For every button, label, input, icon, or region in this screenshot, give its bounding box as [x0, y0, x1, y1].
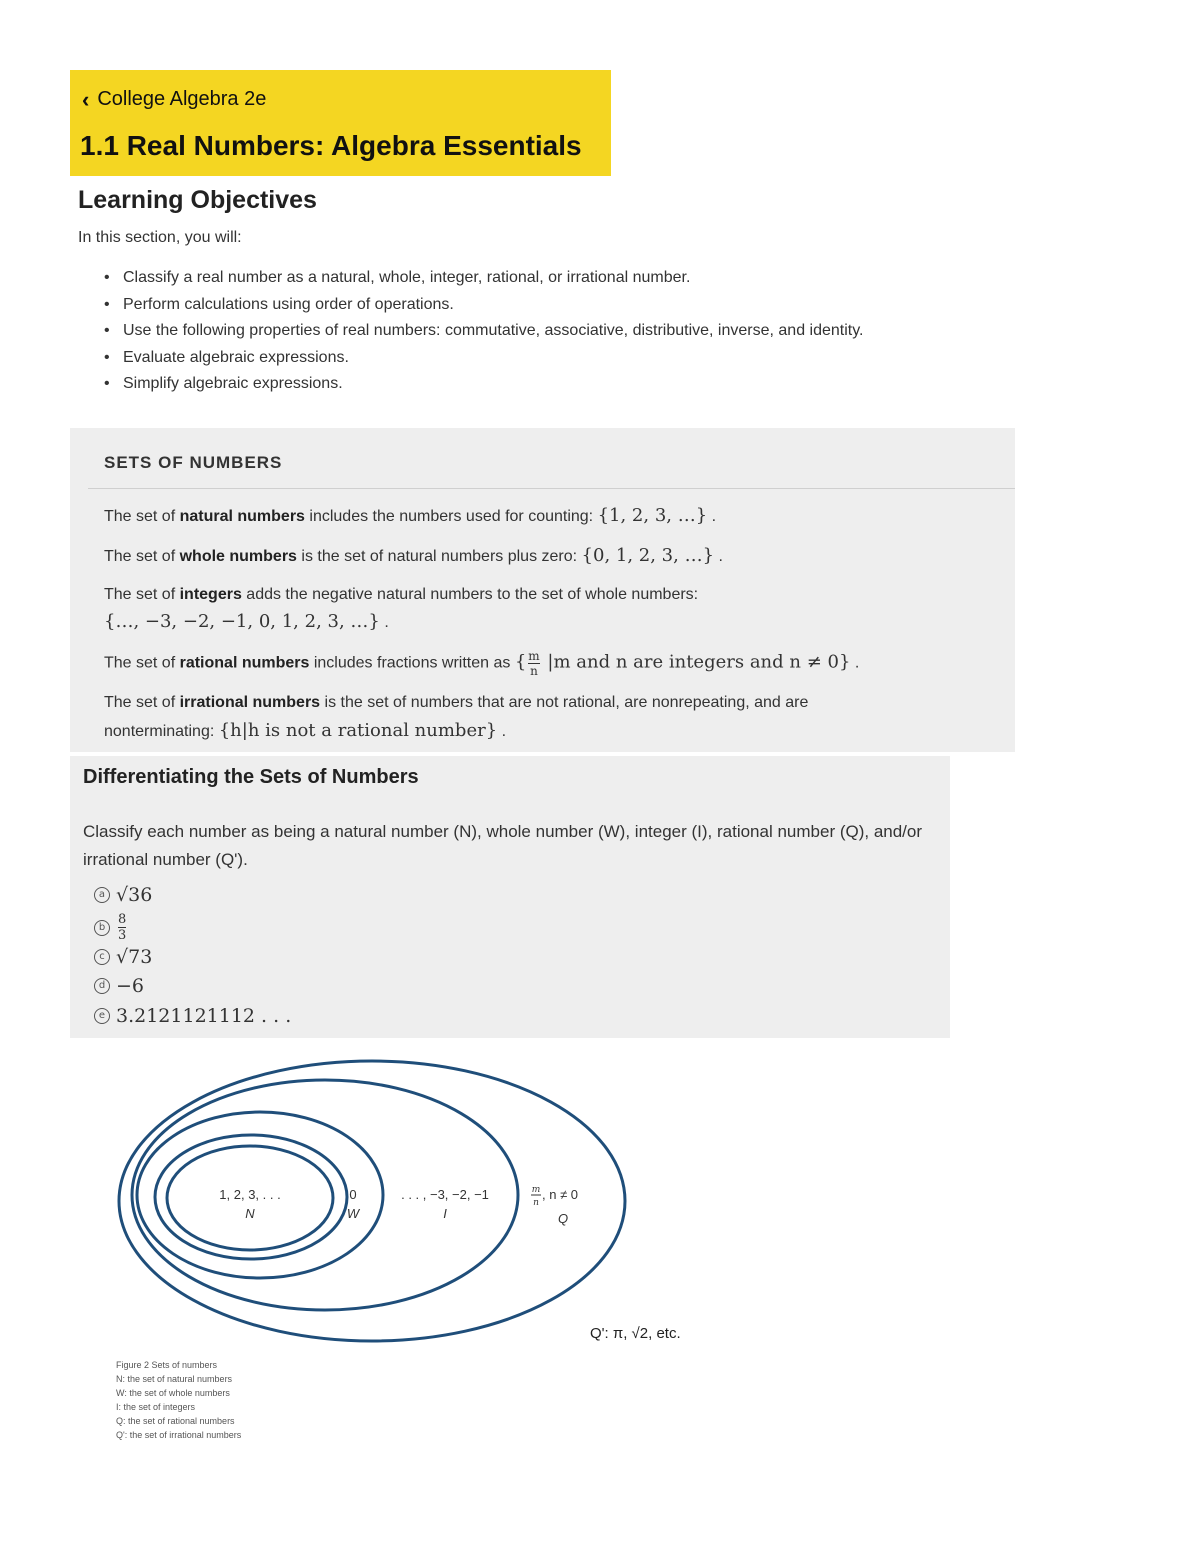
sets-venn-diagram — [110, 1055, 630, 1355]
caption-line: W: the set of whole numbers — [116, 1388, 230, 1398]
item-marker: e — [94, 1008, 110, 1024]
q-frac-den: n — [533, 1198, 539, 1208]
i-label: I — [443, 1206, 447, 1221]
chevron-left-icon: ‹ — [82, 86, 90, 112]
caption-line: N: the set of natural numbers — [116, 1374, 233, 1384]
q-condition: , n ≠ 0 — [542, 1187, 579, 1202]
sets-heading: SETS OF NUMBERS — [104, 453, 283, 472]
back-link[interactable] — [82, 88, 266, 111]
exercise-item — [94, 913, 128, 942]
caption-line: Q: the set of rational numbers — [116, 1416, 235, 1426]
n-values: 1, 2, 3, . . . — [219, 1187, 281, 1202]
differentiating-instructions: Classify each number as being a natural number (N), whole number (W), integer (I), rational number (Q), and/or irrational number (Q'). — [83, 822, 923, 869]
chapter-header — [70, 70, 611, 176]
whole-numbers-definition: The set of whole numbers is the set of natural numbers plus zero: {0, 1, 2, 3, …} . — [104, 545, 723, 566]
caption-line: Figure 2 Sets of numbers — [116, 1360, 218, 1370]
caption-line: Q': the set of irrational numbers — [116, 1430, 242, 1440]
exercise-item — [94, 946, 152, 968]
caption-line: I: the set of integers — [116, 1402, 196, 1412]
item-marker: b — [94, 920, 110, 936]
integers-set: {…, −3, −2, −1, 0, 1, 2, 3, …} . — [104, 611, 389, 632]
exercise-item — [94, 884, 152, 906]
item-marker: c — [94, 949, 110, 965]
i-values: . . . , −3, −2, −1 — [401, 1187, 489, 1202]
rational-numbers-definition: The set of rational numbers includes fractions written as { $\frac{m}{n}$ |m and n are integers and n ≠ 0} . — [104, 649, 860, 678]
exercise-expression: 3.2121121112 . . . — [116, 1005, 292, 1027]
w-values: 0 — [349, 1187, 357, 1202]
learning-objectives-heading: Learning Objectives — [78, 186, 317, 214]
item-marker: a — [94, 887, 110, 903]
irrational-numbers-definition: The set of irrational numbers is the set of numbers that are not rational, are nonrepeating, and are — [104, 694, 809, 711]
exercise-expression: −6 — [116, 975, 145, 997]
objective-item: • Evaluate algebraic expressions. — [104, 345, 944, 372]
q-frac-num: m — [531, 1185, 541, 1195]
n-label: N — [245, 1206, 255, 1221]
divider — [88, 488, 1015, 489]
exercise-expression: √36 — [116, 884, 153, 906]
exercise-item — [94, 1005, 291, 1027]
exercise-fraction: $\frac{8}{3}$ — [118, 912, 127, 943]
natural-numbers-definition: The set of natural numbers includes the numbers used for counting: {1, 2, 3, …} . — [104, 505, 717, 526]
learning-objectives-list — [104, 265, 944, 398]
book-title-link[interactable]: College Algebra 2e — [97, 88, 267, 110]
irrational-examples: Q': π, √2, etc. — [590, 1325, 681, 1342]
figure-caption — [116, 1358, 241, 1442]
page-title: 1.1 Real Numbers: Algebra Essentials — [80, 130, 582, 161]
objective-item: • Perform calculations using order of operations. — [104, 292, 944, 319]
w-label: W — [346, 1206, 360, 1221]
item-marker: d — [94, 978, 110, 994]
objective-item: • Simplify algebraic expressions. — [104, 371, 944, 398]
irrational-numbers-set: nonterminating: {h|h is not a rational number} . — [104, 720, 507, 741]
objective-item: • Use the following properties of real numbers: commutative, associative, distributive, inverse, and identity. — [104, 318, 944, 345]
exercise-expression: √73 — [116, 946, 153, 968]
differentiating-heading: Differentiating the Sets of Numbers — [83, 766, 419, 788]
sets-of-numbers-box — [70, 428, 1015, 752]
objective-item: • Classify a real number as a natural, whole, integer, rational, or irrational number. — [104, 265, 944, 292]
integers-definition: The set of integers adds the negative natural numbers to the set of whole numbers: — [104, 586, 699, 603]
learning-objectives-intro: In this section, you will: — [78, 229, 242, 246]
q-label: Q — [557, 1211, 569, 1226]
exercise-item — [94, 975, 144, 997]
differentiating-sets-box — [70, 756, 950, 1038]
